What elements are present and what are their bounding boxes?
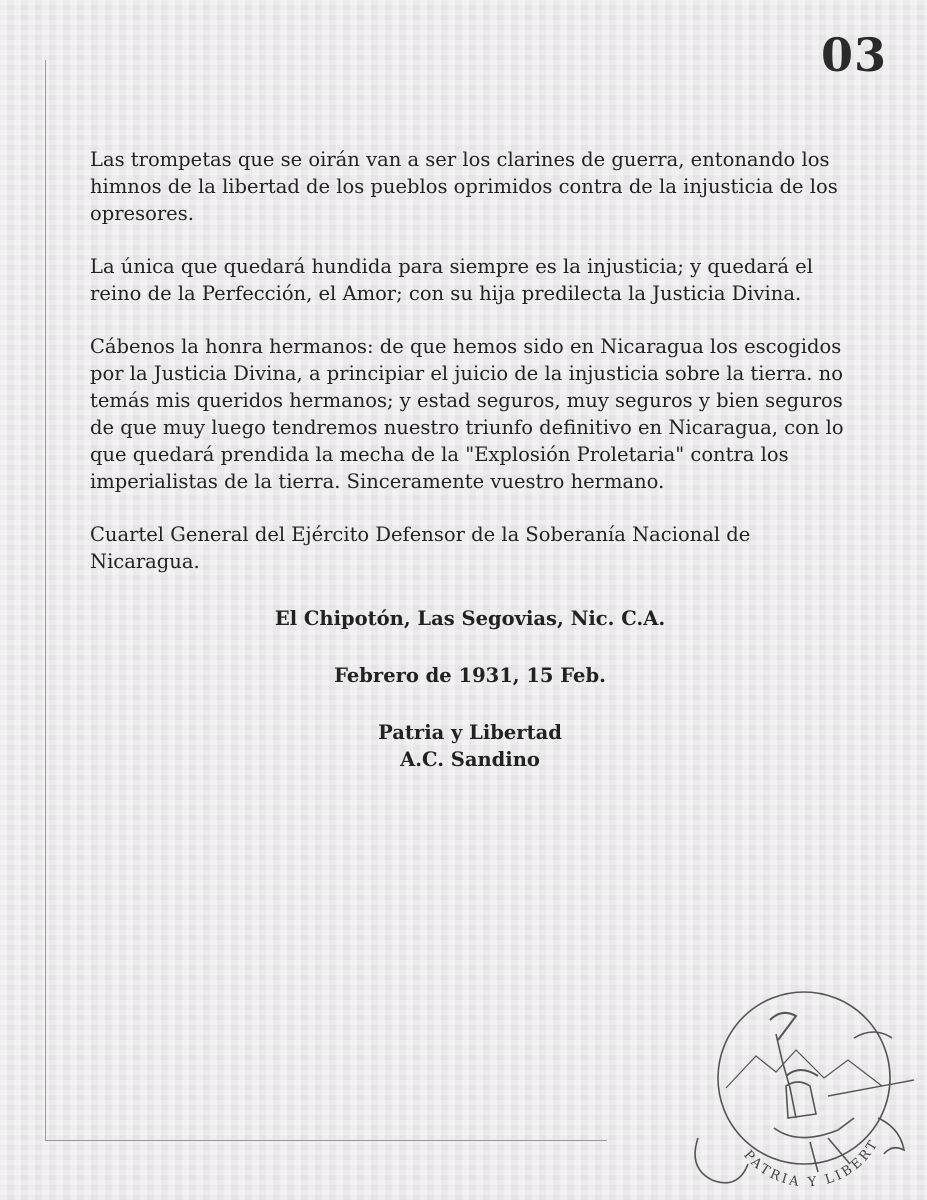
closing-place: El Chipotón, Las Segovias, Nic. C.A. bbox=[274, 607, 666, 630]
closing-motto: Patria y Libertad bbox=[378, 721, 562, 744]
svg-text:PATRIA Y LIBERTAD bbox=[678, 968, 882, 1190]
page-number: 03 bbox=[820, 28, 887, 82]
document-body bbox=[90, 146, 850, 773]
signature-name: A.C. Sandino bbox=[400, 748, 540, 771]
paragraph-injusticia: La única que quedará hundida para siempre es la injusticia; y quedará el reino de la Perfección, el Amor; con su hija predilecta la Justicia Divina. bbox=[90, 255, 813, 305]
signature-block bbox=[90, 719, 850, 773]
seal-icon bbox=[678, 968, 920, 1190]
closing-date: Febrero de 1931, 15 Feb. bbox=[334, 664, 606, 687]
patria-y-libertad-seal bbox=[678, 968, 920, 1190]
paragraph-trompetas: Las trompetas que se oirán van a ser los clarines de guerra, entonando los himnos de la libertad de los pueblos oprimidos contra de la injusticia de los opresores. bbox=[90, 148, 838, 225]
seal-inscription: PATRIA Y LIBERT bbox=[740, 1136, 883, 1190]
frame-line-horizontal bbox=[45, 1140, 607, 1141]
paragraph-cabenos: Cábenos la honra hermanos: de que hemos sido en Nicaragua los escogidos por la Justicia Divina, a principiar el juicio de la injusticia sobre la tierra. no temás mis queridos hermanos; y estad seguros, muy seguros y bien seguros de que muy luego tendremos nuestro triunfo definitivo en Nicaragua, con lo que quedará prendida la mecha de la "Explosión Proletaria" contra los imperialistas de la tierra. Sinceramente vuestro hermano. bbox=[90, 335, 844, 493]
paragraph-cuartel-general: Cuartel General del Ejército Defensor de la Soberanía Nacional de Nicaragua. bbox=[90, 523, 751, 573]
frame-line-vertical bbox=[45, 60, 46, 1140]
